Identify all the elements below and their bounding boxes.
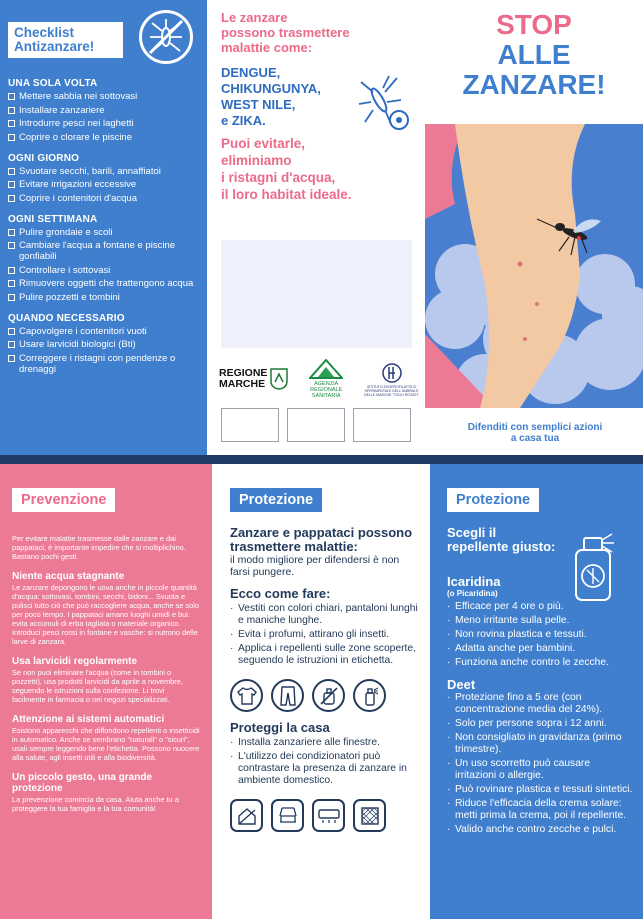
prevenzione-block-title: Niente acqua stagnante [12,571,125,582]
cover-title-zanzare: ZANZARE! [462,69,606,100]
checklist-item-label: Mettere sabbia nei sottovasi [19,91,138,102]
intro-line1: Le zanzare [221,10,288,25]
prevenzione-intro: Per evitare malattie trasmesse dalle zanzare e dai pappataci, è importante impedire che si moltiplichino. Bastano pochi gesti. [12,534,186,561]
window-screen-icon [353,799,386,832]
prevenzione-block-text: Le zanzare depongono le uova anche in piccole quantità d'acqua: sottovasi, tombini, secchi, bidoni... Svuota e pulisci tutto ciò che può raccogliere acqua, anche se solo per poco tempo. I pappataci amano luoghi umidi e bui: evita accumuli di erba tagliata o materiale organico. Introduci pesci rossi in fontane e vasche: si nutrono delle larve di zanzara. [12,583,199,646]
icaridina-item: · Adatta anche per bambini. [447,643,633,655]
blank-placeholder-box [221,240,412,348]
casa-list [230,737,418,787]
checkbox-icon [8,181,15,188]
checkbox-icon [8,267,15,274]
avoid-line3: i ristagni d'acqua, [221,170,336,185]
checklist-item-label: Pulire pozzetti e tombini [19,291,120,303]
ars-line1: AGENZIA [314,381,339,387]
checklist-item-label: Capovolgere i contenitori vuoti [19,325,147,337]
cover-title [425,10,643,100]
regione-marche-logo [219,368,288,390]
disease-chikungunya: CHIKUNGUNYA, [221,81,321,96]
icaridina-item: · Meno irritante sulla pelle. [447,615,633,627]
prevenzione-block-title: Attenzione ai sistemi automatici [12,714,165,725]
checklist-item-label: Correggere i ristagni con pendenze o drenaggi [19,352,176,375]
checklist-item-label: Usare larvicidi biologici (Bti) [19,339,136,350]
protezione-tag-1: Protezione [230,488,322,512]
disease-westnile: WEST NILE, [221,97,296,112]
protezione-panel-2 [430,464,643,919]
deet-item: · Non consigliato in gravidanza (primo trimestre). [447,732,633,756]
casa-item: · Installa zanzariere alle finestre. [230,737,418,749]
checklist-item [8,166,199,177]
izs-text: ISTITUTO ZOOPROFILATTICO SPERIMENTALE DELL'UMBRIA E DELLE MARCHE "TOGO ROSATI" [364,384,419,397]
deet-item: · Protezione fino a 5 ore (con concentrazione media del 24%). [447,692,633,716]
cover-title-stop: STOP [496,9,572,40]
regione-shield-icon [270,368,288,390]
checklist-title [8,22,123,58]
shirt-icon [230,679,263,712]
checklist-item-label: Introdurre pesci nei laghetti [19,118,134,129]
checklist-item-label: Pulire grondaie e scoli [19,226,113,238]
ars-line3: SANITARIA [311,393,341,399]
checkbox-icon [8,134,15,141]
checklist-title-line2: Antizanzare! [14,39,95,54]
intro-line3: malattie come: [221,40,313,55]
checklist-item-label: Evitare irrigazioni eccessive [19,179,137,190]
protezione2-heading: Scegli il repellente giusto: [447,525,556,554]
avoid-line1: Puoi evitarle, [221,136,306,151]
checklist-panel [0,0,207,455]
checklist-item-label: Controllare i sottovasi [19,264,111,276]
ars-logo [309,359,343,399]
disease-dengue: DENGUE, [221,65,281,80]
checkbox-icon [8,168,15,175]
ecco-item: · Vestiti con colori chiari, pantaloni lunghi e maniche lunghe. [230,603,418,627]
prevenzione-tag: Prevenzione [12,488,115,512]
sleeping-net-icon [271,799,304,832]
trousers-icon [271,679,304,712]
checkbox-icon [8,120,15,127]
checkbox-icon [8,195,15,202]
empty-box-2 [287,408,345,442]
checklist-item [8,91,199,102]
logo-row [219,358,419,400]
checklist-item [8,118,199,129]
checkbox-icon [8,107,15,114]
checklist-item [8,227,199,238]
empty-box-1 [221,408,279,442]
checkbox-icon [8,341,15,348]
checklist-sections [8,78,199,375]
avoid-line4: il loro habitat ideale. [221,187,352,202]
checklist-item [8,265,199,276]
checkbox-icon [8,93,15,100]
checklist-item [8,240,199,262]
checklist-item [8,278,199,289]
protezione1-heading: Zanzare e pappataci possono trasmettere malattie: [230,525,413,554]
fold-separator [0,455,643,464]
prevenzione-block-title: Un piccolo gesto, una grande protezione [12,772,153,794]
protezione-panel-1 [212,464,430,919]
empty-box-3 [353,408,411,442]
checkbox-icon [8,229,15,236]
checkbox-icon [8,294,15,301]
repellent-spray-icon [353,679,386,712]
checklist-header [8,10,199,68]
checklist-item [8,339,199,350]
ars-triangle-icon [309,359,343,379]
izs-emblem-icon [381,362,403,384]
icaridina-item: · Non rovina plastica e tessuti. [447,629,633,641]
checklist-section-title: UNA SOLA VOLTA [8,78,98,89]
mosquito-virus-icon [357,72,413,134]
deet-item: · Solo per persone sopra i 12 anni. [447,718,633,730]
protection-icons-row [230,679,418,712]
icaridina-list [447,601,633,669]
checklist-section-title: OGNI SETTIMANA [8,213,98,225]
checklist-item-label: Installare zanzariere [19,104,105,116]
casa-title: Proteggi la casa [230,720,330,735]
checkbox-icon [8,280,15,287]
protezione1-subtext: il modo migliore per difendersi è non farsi pungere. [230,554,400,578]
air-conditioner-icon [312,799,345,832]
checklist-item [8,326,199,337]
casa-item: · L'utilizzo dei condizionatori può contrastare la presenza di zanzare in ambiente domestico. [230,751,418,787]
prevenzione-block-text: Se non puoi eliminare l'acqua (come in tombini o pozzetti), usa prodotti larvicidi da aprile a novembre, seguendo le istruzioni sulla confezione. Li trovi facilmente in farmacia o nei negozi specializzati. [12,668,183,704]
ecco-item: · Applica i repellenti sulle zone scoperte, seguendo le istruzioni in etichetta. [230,643,418,667]
prevenzione-block-text: La prevenzione comincia da casa. Aiuta anche tu a proteggere la tua famiglia e la tua comunità! [12,795,179,813]
cover-title-alle: ALLE [497,39,571,70]
cover-illustration [425,124,643,408]
no-perfume-icon [312,679,345,712]
checklist-item [8,353,199,375]
checklist-item-label: Coprire o clorare le piscine [19,131,132,143]
checklist-section-title: QUANDO NECESSARIO [8,312,125,324]
deet-title: Deet [447,677,476,692]
ecco-title: Ecco come fare: [230,586,331,601]
cover-tagline-line2: a casa tua [510,433,560,444]
icaridina-title: Icaridina [447,574,501,589]
checklist-title-line1: Checklist [14,25,75,40]
prevenzione-panel [0,464,212,919]
disease-zika-prefix: e [221,113,232,128]
regione-line1: REGIONE [219,367,268,379]
intro-text [221,10,406,55]
cover-panel [425,0,643,455]
repellent-bottle-icon [568,526,618,602]
checklist-item [8,179,199,190]
regione-line2: MARCHE [219,378,266,390]
cover-tagline [445,422,625,444]
checkbox-icon [8,242,15,249]
ecco-item: · Evita i profumi, attirano gli insetti. [230,629,418,641]
intro-line2: possono trasmettere [221,25,350,40]
intro-panel [207,0,425,455]
deet-item: · Valido anche contro zecche e pulci. [447,824,633,836]
checklist-item [8,292,199,303]
home-mosquito-icon [230,799,263,832]
icaridina-subtitle: (o Picaridina) [447,589,498,598]
checklist-item-label: Svuotare secchi, barili, annaffiatoi [19,165,161,177]
checkbox-icon [8,355,15,362]
checklist-item [8,132,199,143]
icaridina-item: · Funziona anche contro le zecche. [447,657,633,669]
checklist-item-label: Cambiare l'acqua a fontane e piscine gonfiabili [19,240,176,262]
checkbox-icon [8,328,15,335]
prevenzione-block-title: Usa larvicidi regolarmente [12,656,138,667]
deet-item: · Può rovinare plastica e tessuti sintetici. [447,784,633,796]
checklist-item-label: Coprire i contenitori d'acqua [19,192,137,204]
checklist-item-label: Rimuovere oggetti che trattengono acqua [19,278,194,289]
deet-item: · Riduce l'efficacia della crema solare: metti prima la crema, poi il repellente. [447,798,633,822]
ecco-list [230,603,418,667]
avoid-text [221,135,425,203]
no-mosquito-icon [139,10,193,64]
avoid-line2: eliminiamo [221,153,292,168]
checklist-item [8,193,199,204]
home-icons-row [230,799,418,832]
prevenzione-blocks [12,571,200,813]
deet-list [447,692,633,836]
disease-zika-name: ZIKA. [231,113,266,128]
icaridina-item: · Efficace per 4 ore o più. [447,601,633,613]
checklist-section-title: OGNI GIORNO [8,152,80,164]
ars-line2: REGIONALE [310,387,343,393]
protezione-tag-2: Protezione [447,488,539,512]
prevenzione-block-text: Esistono apparecchi che diffondono repellenti o insetticidi in automatico. Anche se sembrano "naturali" o "sicuri", usali sempre leggendo bene l'etichetta. Possono nuocere alla salute, agli insetti utili e alla biodiversità. [12,726,200,762]
deet-item: · Un uso scorretto può causare irritazioni o allergie. [447,758,633,782]
izs-logo [364,362,419,397]
cover-tagline-line1: Difenditi con semplici azioni [467,422,603,433]
checklist-item [8,105,199,116]
